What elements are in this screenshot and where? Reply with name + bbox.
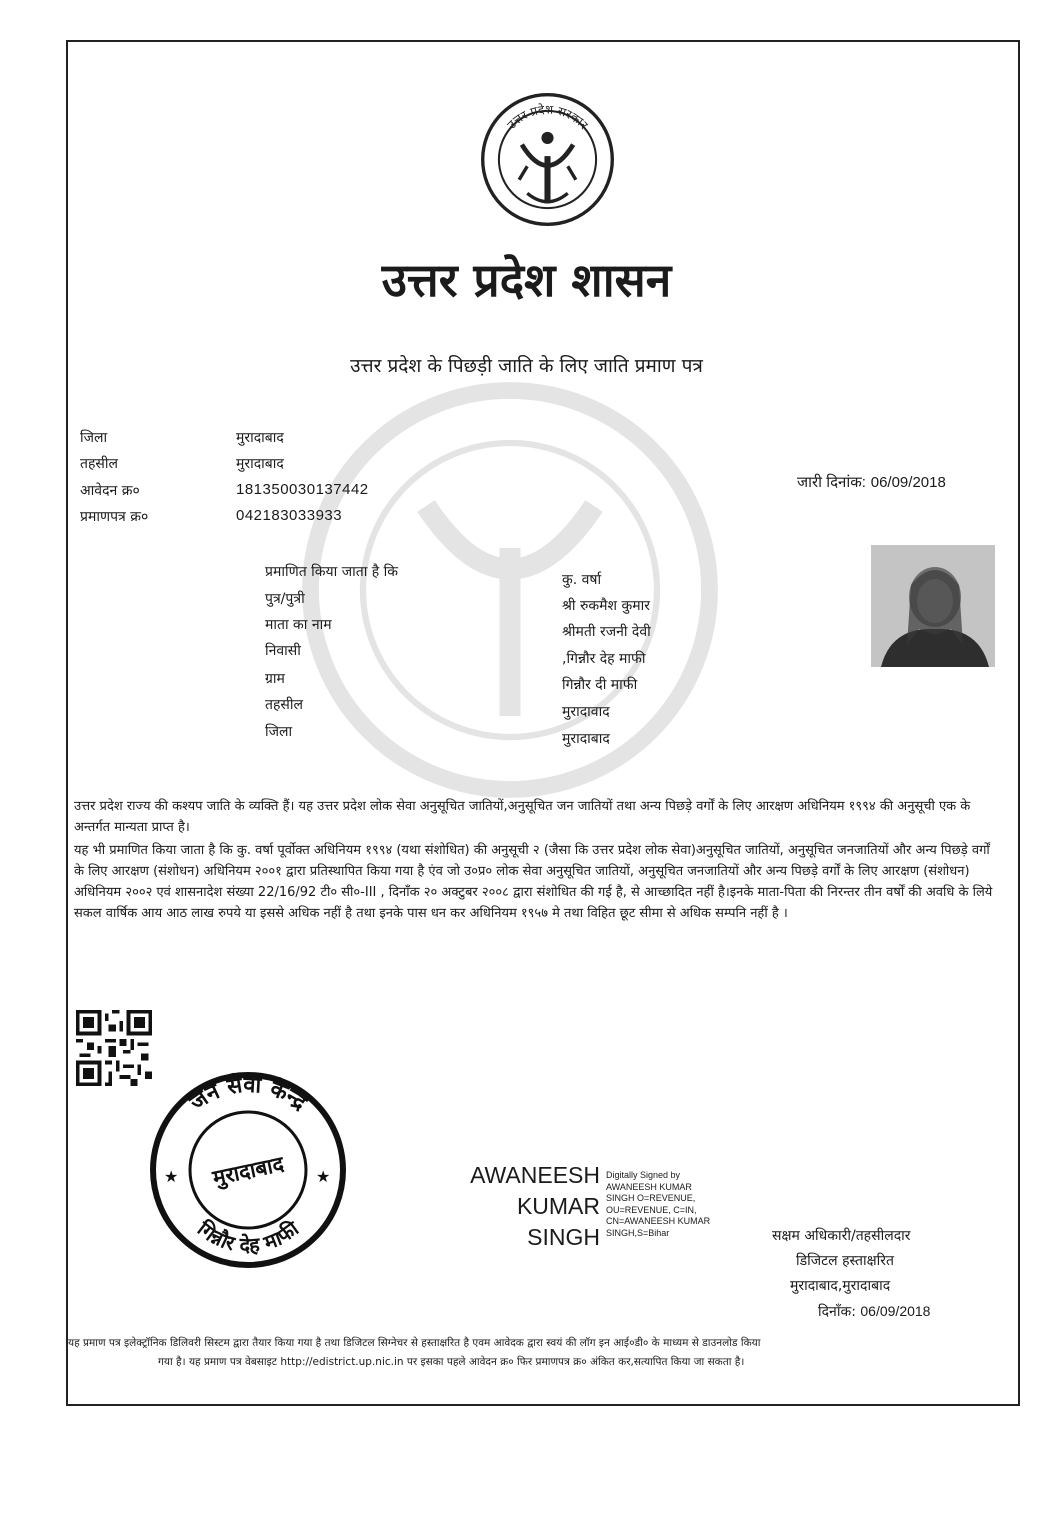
- mother-name: श्रीमती रजनी देवी: [562, 624, 651, 640]
- footer-line-1: यह प्रमाण पत्र इलेक्ट्रॉनिक डिलिवरी सिस्टम द्वारा तैयार किया गया है तथा डिजिटल सिग्नेचर से हस्ताक्षरित है एवम आवेदक द्वारा स्वयं की लॉग इन आई०डी० के माध्यम से डाउनलोड किया: [68, 1337, 761, 1349]
- district-value: मुरादाबाद: [236, 430, 284, 446]
- qr-code: [76, 1010, 152, 1086]
- certification-statement: यह भी प्रमाणित किया जाता है कि कु. वर्षा पूर्वोक्त अधिनियम १९९४ (यथा संशोधित) की अनुसूची २ (जैसा कि उत्तर प्रदेश लोक सेवा)अनुसूचित जातियों, अनुसूचित जनजातियों और अन्य पिछड़े वर्गों के लिए आरक्षण (संशोधन) अधिनियम २००१ द्वारा प्रतिस्थापित किया गया है एंव जो उ०प्र० लोक सेवा अनुसूचित जातियों, अनुसूचित जनजातियों और अन्य पिछड़े वर्गों के लिए आरक्षण (संशोधन) अधिनियम २००२ एवं शासनादेश संख्या 22/16/92 टी० सी०-III , दिनाँक २० अक्टुबर २००८ द्वारा संशोधित की गई है, से आच्छादित नहीं है।इनके माता-पिता की निरन्तर तीन वर्षों की अवधि के लिये सकल वार्षिक आय आठ लाख रुपये या इससे अधिक नहीं है तथा इनके पास धन कर अधिनियम १९५७ मे तथा विहित छूट सीमा से अधिक सम्पनि नहीं है ।: [74, 843, 993, 921]
- sig-detail-4: OU=REVENUE, C=IN,: [606, 1204, 697, 1215]
- officer-location: मुरादाबाद,मुरादाबाद: [790, 1278, 891, 1294]
- village-value: गिन्नौर दी माफी: [562, 677, 638, 693]
- digital-signature-details: [606, 1170, 710, 1239]
- stamp-center-text: मुरादाबाद: [210, 1151, 286, 1191]
- officer-date: [772, 1299, 930, 1325]
- sig-detail-5: CN=AWANEESH KUMAR: [606, 1216, 711, 1226]
- footer-note: [68, 1334, 1018, 1372]
- village-label: ग्राम: [265, 671, 285, 687]
- sig-detail-1: Digitally Signed by: [606, 1170, 681, 1180]
- certificate-subtitle: उत्तर प्रदेश के पिछड़ी जाति के लिए जाति प्रमाण पत्र: [350, 355, 703, 377]
- caste-statement: उत्तर प्रदेश राज्य की कश्यप जाति के व्यक्ति हैं। यह उत्तर प्रदेश लोक सेवा अनुसूचित जातियों,अनुसूचित जन जातियों तथा अन्य पिछड़े वर्गों के लिए आरक्षण अधिनियम १९९४ की अनुसूची एक के अन्तर्गत मान्यता प्राप्त है।: [74, 799, 971, 835]
- emblem-text: उत्तर प्रदेश सरकार: [504, 102, 591, 133]
- officer-date-label: दिनाँक:: [818, 1304, 856, 1320]
- candidate-name: कु. वर्षा: [562, 572, 602, 588]
- issue-date-label: जारी दिनांक:: [797, 474, 866, 491]
- applicant-photo: [871, 545, 995, 667]
- certificate-number: 042183033933: [236, 507, 343, 524]
- person-tehsil-label: तहसील: [265, 697, 303, 713]
- signer-name: [440, 1160, 600, 1253]
- child-of-label: पुत्र/पुत्री: [265, 591, 305, 607]
- resident-label: निवासी: [265, 643, 301, 659]
- footer-line-2: गया है। यह प्रमाण पत्र वेबसाइट http://edistrict.up.nic.in पर इसका पहले आवेदन क्र० फिर प्रमाणपत्र क्र० अंकित कर,सत्यापित किया जा सकता है।: [158, 1356, 745, 1368]
- sig-detail-2: AWANEESH KUMAR: [606, 1181, 692, 1192]
- person-district-label: जिला: [265, 724, 293, 740]
- signer-line-2: KUMAR: [516, 1193, 600, 1219]
- officer-date-value: 06/09/2018: [860, 1303, 931, 1319]
- signer-line-1: AWANEESH: [470, 1162, 600, 1188]
- issue-date: [797, 472, 946, 492]
- sig-detail-3: SINGH O=REVENUE,: [606, 1193, 696, 1203]
- resident-value: ,गिन्नौर देह माफी: [562, 651, 646, 667]
- officer-block: [772, 1224, 930, 1325]
- svg-text:जन सेवा केन्द्र: [185, 1071, 312, 1117]
- mother-label: माता का नाम: [265, 617, 332, 633]
- jan-seva-kendra-stamp: [148, 1070, 348, 1270]
- application-number: 181350030137442: [236, 481, 369, 498]
- district-label: जिला: [80, 430, 108, 446]
- father-name: श्री रुकमैश कुमार: [562, 598, 650, 614]
- issue-date-value: 06/09/2018: [870, 474, 946, 491]
- application-label: आवेदन क्र०: [80, 483, 140, 499]
- officer-digital-signed: डिजिटल हस्ताक्षरित: [796, 1253, 894, 1269]
- officer-designation: सक्षम अधिकारी/तहसीलदार: [772, 1228, 911, 1244]
- svg-text:★: ★: [316, 1167, 331, 1186]
- svg-text:★: ★: [164, 1167, 179, 1186]
- tehsil-value: मुरादाबाद: [236, 456, 284, 472]
- stamp-top-text: जन सेवा केन्द्र: [185, 1072, 311, 1116]
- page-title: उत्तर प्रदेश शासन: [381, 253, 672, 307]
- person-district-value: मुरादाबाद: [562, 731, 610, 747]
- svg-text:गिन्नौर देह माफी: [192, 1216, 303, 1257]
- watermark-emblem: [300, 380, 720, 800]
- certified-label: प्रमाणित किया जाता है कि: [265, 564, 399, 580]
- svg-text:उत्तर प्रदेश सरकार: [504, 103, 591, 133]
- sig-detail-6: SINGH,S=Bihar: [606, 1227, 670, 1238]
- person-tehsil-value: मुरादावाद: [562, 704, 610, 720]
- tehsil-label: तहसील: [80, 456, 118, 472]
- up-government-emblem: [480, 92, 615, 227]
- certificate-label: प्रमाणपत्र क्र०: [80, 509, 149, 525]
- signer-line-3: SINGH: [527, 1224, 600, 1250]
- stamp-bottom-text: गिन्नौर देह माफी: [193, 1216, 304, 1258]
